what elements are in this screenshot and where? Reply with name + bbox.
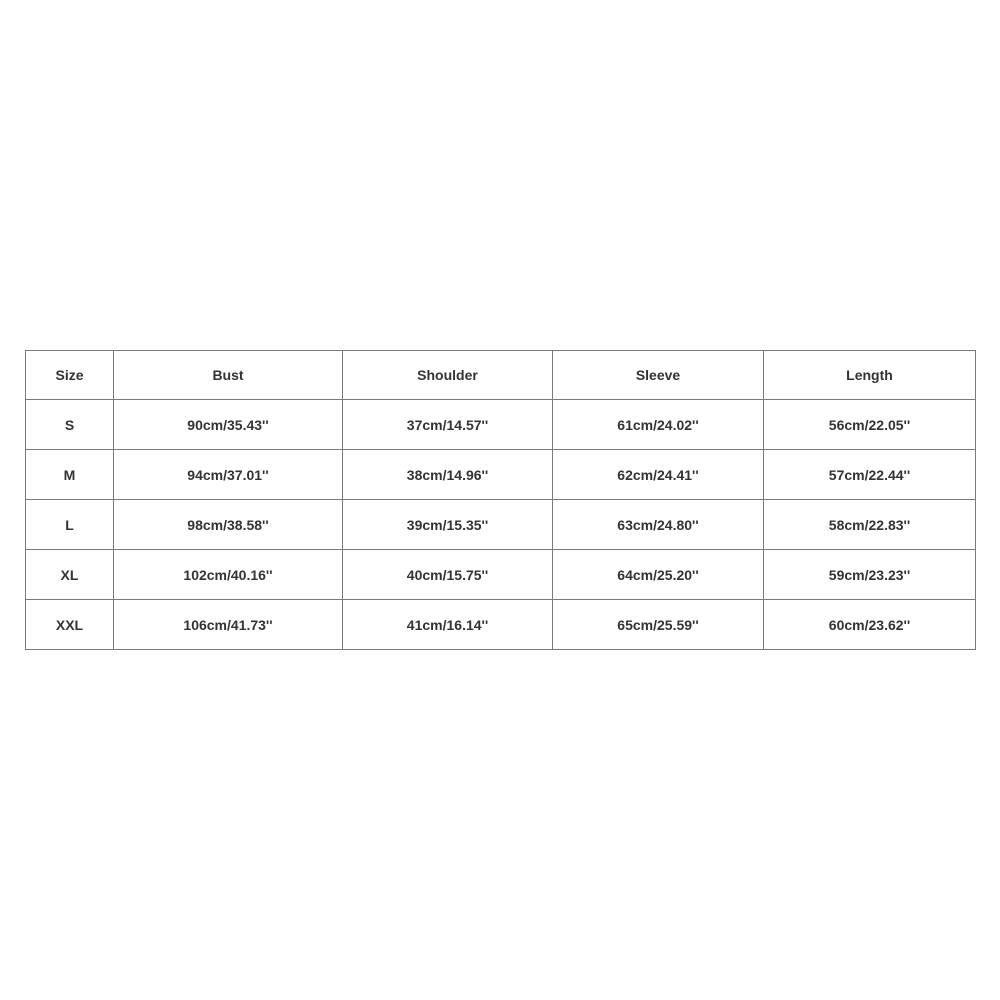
- cell-shoulder: 40cm/15.75'': [343, 550, 553, 600]
- cell-bust: 90cm/35.43'': [114, 400, 343, 450]
- header-size: Size: [26, 351, 114, 400]
- size-chart-table: [25, 350, 976, 650]
- cell-shoulder: 41cm/16.14'': [343, 600, 553, 650]
- cell-sleeve: 64cm/25.20'': [553, 550, 764, 600]
- cell-sleeve: 65cm/25.59'': [553, 600, 764, 650]
- cell-size: XXL: [26, 600, 114, 650]
- cell-bust: 98cm/38.58'': [114, 500, 343, 550]
- header-sleeve: Sleeve: [553, 351, 764, 400]
- cell-length: 57cm/22.44'': [764, 450, 976, 500]
- header-bust: Bust: [114, 351, 343, 400]
- header-row: [26, 351, 976, 400]
- header-length: Length: [764, 351, 976, 400]
- cell-shoulder: 37cm/14.57'': [343, 400, 553, 450]
- cell-length: 56cm/22.05'': [764, 400, 976, 450]
- table-row: [26, 500, 976, 550]
- table-row: [26, 450, 976, 500]
- cell-shoulder: 38cm/14.96'': [343, 450, 553, 500]
- cell-size: L: [26, 500, 114, 550]
- cell-sleeve: 63cm/24.80'': [553, 500, 764, 550]
- cell-size: XL: [26, 550, 114, 600]
- cell-size: M: [26, 450, 114, 500]
- cell-bust: 94cm/37.01'': [114, 450, 343, 500]
- cell-sleeve: 61cm/24.02'': [553, 400, 764, 450]
- cell-size: S: [26, 400, 114, 450]
- cell-sleeve: 62cm/24.41'': [553, 450, 764, 500]
- table-row: [26, 400, 976, 450]
- cell-bust: 102cm/40.16'': [114, 550, 343, 600]
- header-shoulder: Shoulder: [343, 351, 553, 400]
- cell-length: 58cm/22.83'': [764, 500, 976, 550]
- table-row: [26, 550, 976, 600]
- cell-length: 60cm/23.62'': [764, 600, 976, 650]
- cell-shoulder: 39cm/15.35'': [343, 500, 553, 550]
- cell-length: 59cm/23.23'': [764, 550, 976, 600]
- cell-bust: 106cm/41.73'': [114, 600, 343, 650]
- table-row: [26, 600, 976, 650]
